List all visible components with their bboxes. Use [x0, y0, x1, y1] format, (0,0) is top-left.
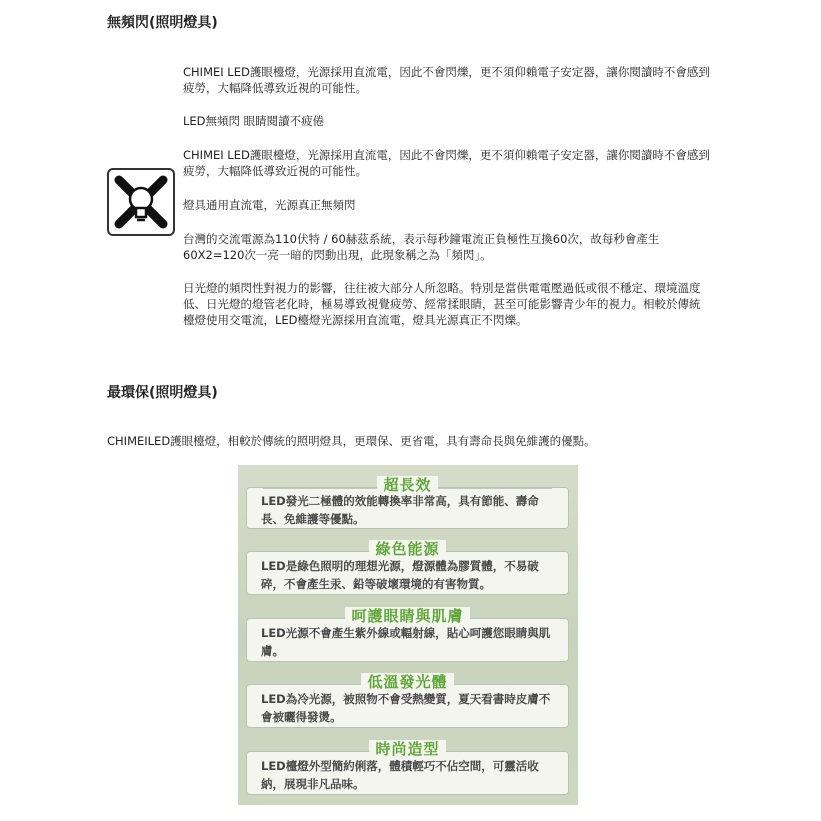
paragraph-dc-power: CHIMEI LED護眼檯燈，光源採用直流電，因此不會閃爍，更不須仰賴電子安定器，讓你閱讀時不會感到疲勞，大幅降低導致近視的可能性。: [183, 148, 710, 178]
feature-box-eye-care: [246, 607, 569, 662]
subtitle-dc-lamp: 燈具通用直流電，光源真正無頻閃: [183, 198, 356, 212]
paragraph-ac-power: 台灣的交流電源為110伏特 / 60赫茲系統，表示每秒鐘電流正負極性互換60次，故每秒會產生60X2=120次一亮一暗的閃動出現，此現象稱之為「頻閃」。: [183, 232, 660, 262]
section-heading-no-flicker: 無頻閃(照明燈具): [107, 15, 218, 31]
feature-title-green-energy: 綠色能源: [369, 540, 445, 558]
feature-text-low-temp: LED為冷光源，被照物不會受熱變質，夏天看書時皮膚不會被曬得發燙。: [261, 692, 551, 724]
feature-text-eye-care: LED光源不會產生紫外線或輻射線，貼心呵護您眼睛與肌膚。: [261, 626, 551, 658]
section-heading-eco: 最環保(照明燈具): [107, 385, 218, 401]
paragraph-intro: CHIMEI LED護眼檯燈，光源採用直流電，因此不會閃爍，更不須仰賴電子安定器，讓你閱讀時不會感到疲勞，大幅降低導致近視的可能性。: [183, 65, 710, 95]
feature-box-long-life: [246, 476, 569, 529]
subtitle-no-flicker: LED無頻閃 眼睛閱讀不疲倦: [183, 114, 325, 128]
paragraph-eco-intro: CHIMEILED護眼檯燈，相較於傳統的照明燈具，更環保、更省電，具有壽命長與免維護的優點。: [107, 434, 596, 448]
feature-title-low-temp: 低溫發光體: [361, 673, 453, 691]
feature-panel: [238, 465, 578, 805]
paragraph-fluorescent: 日光燈的頻閃性對視力的影響，往往被大部分人所忽略。特別是當供電電壓過低或很不穩定、環境溫度低、日光燈的燈管老化時，極易導致視覺疲勞、經常揉眼睛，甚至可能影響青少年的視力。相較於傳統檯燈使用交電流，LED檯燈光源採用直流電，燈具光源真正不閃爍。: [183, 281, 701, 327]
feature-text-long-life: LED發光二極體的效能轉換率非常高，具有節能、壽命長、免維護等優點。: [261, 494, 539, 526]
no-flicker-bulb-icon: [107, 168, 175, 236]
feature-text-style: LED檯燈外型簡約俐落，體積輕巧不佔空間，可靈活收納，展現非凡品味。: [261, 759, 539, 791]
feature-box-style: [246, 740, 569, 795]
feature-box-green-energy: [246, 540, 569, 595]
feature-title-style: 時尚造型: [369, 740, 445, 758]
feature-box-low-temp: [246, 673, 569, 728]
feature-text-green-energy: LED是綠色照明的理想光源，燈源體為膠質體，不易破碎，不會產生汞、鉛等破壞環境的有害物質。: [261, 559, 539, 591]
feature-title-eye-care: 呵護眼睛與肌膚: [345, 607, 469, 625]
feature-title-long-life: 超長效: [377, 476, 437, 494]
